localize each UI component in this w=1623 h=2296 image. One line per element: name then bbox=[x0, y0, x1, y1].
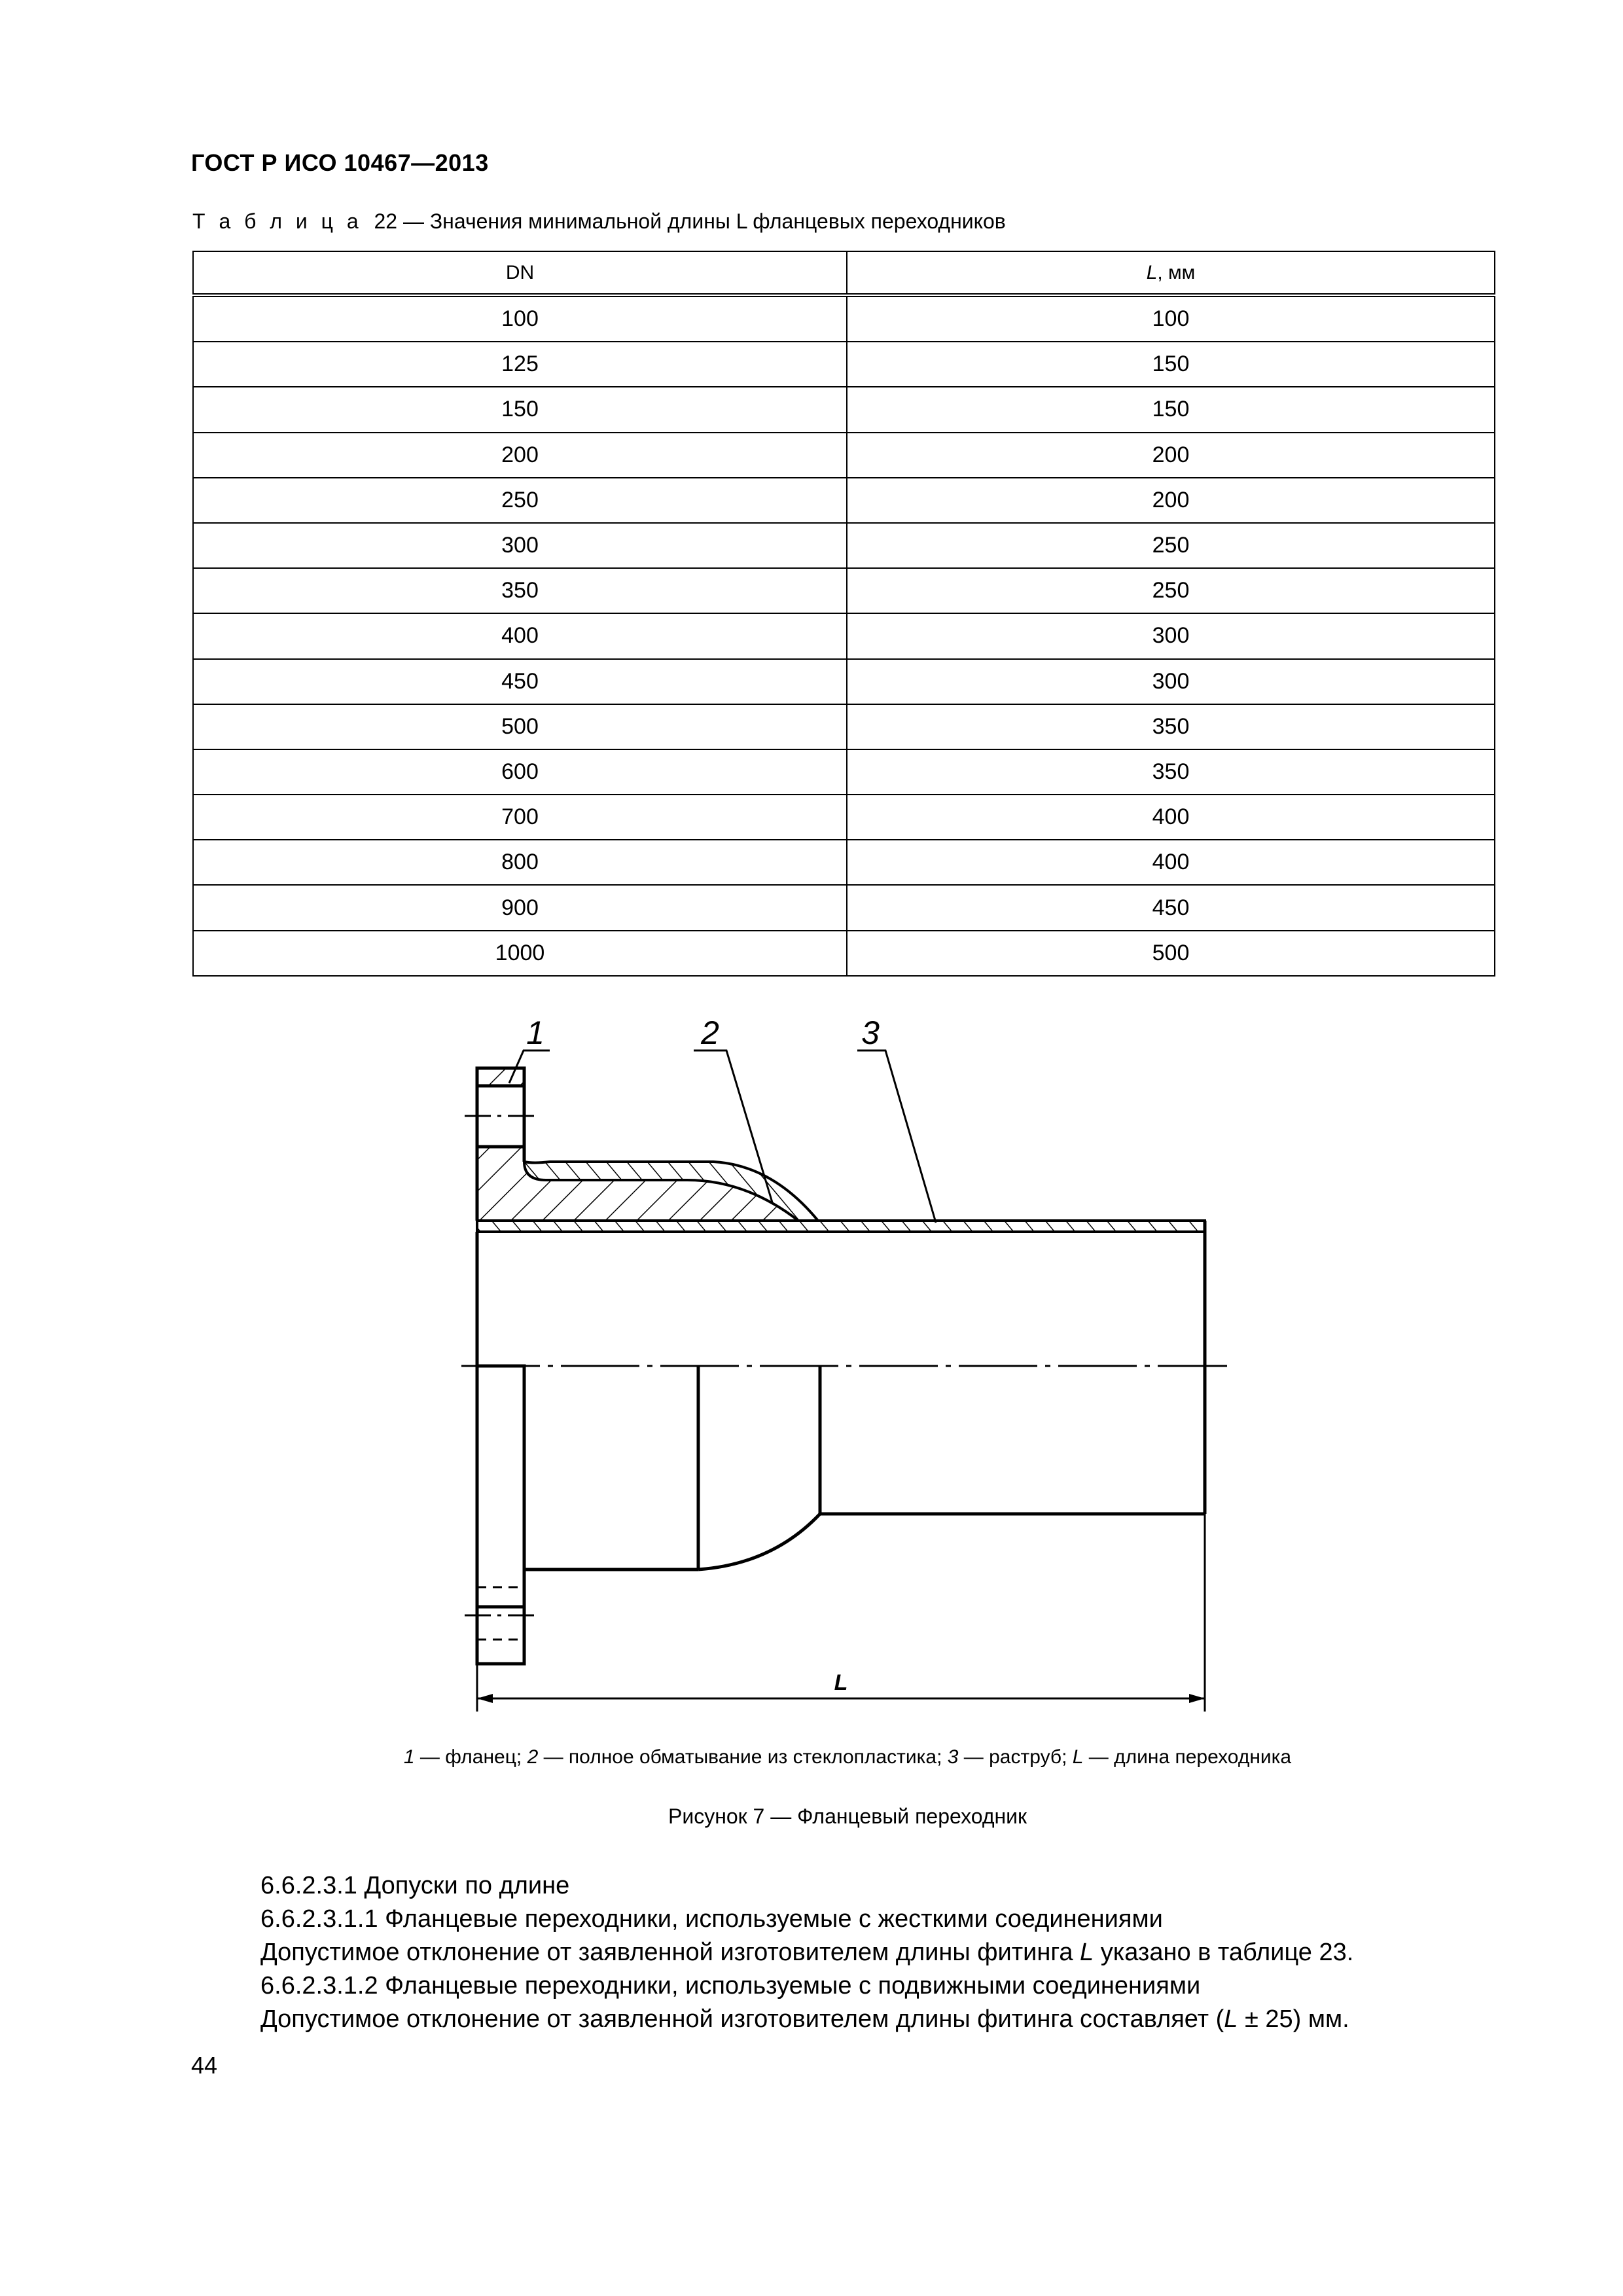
cell-dn: 125 bbox=[193, 342, 847, 387]
cell-l: 350 bbox=[847, 749, 1495, 795]
cell-l: 150 bbox=[847, 387, 1495, 432]
cell-l: 450 bbox=[847, 885, 1495, 930]
dimension-l-label: L bbox=[834, 1670, 848, 1695]
table-caption-text: 22 — Значения минимальной длины L фланцевых переходников bbox=[374, 209, 1006, 233]
tolerance-rigid-symbol: L bbox=[1080, 1939, 1094, 1966]
cell-dn: 200 bbox=[193, 433, 847, 478]
paragraph-6-6-2-3-1-1: 6.6.2.3.1.1 Фланцевые переходники, используемые с жесткими соединениями bbox=[260, 1905, 1163, 1933]
cell-dn: 500 bbox=[193, 704, 847, 749]
cell-l: 250 bbox=[847, 568, 1495, 613]
header-dn: DN bbox=[193, 251, 847, 295]
paragraph-tolerance-rigid bbox=[260, 1939, 1353, 1967]
cell-dn: 700 bbox=[193, 795, 847, 840]
cell-dn: 300 bbox=[193, 523, 847, 568]
cell-l: 400 bbox=[847, 840, 1495, 885]
cell-dn: 250 bbox=[193, 478, 847, 523]
legend-key-1: 1 bbox=[403, 1746, 415, 1768]
callout-2: 2 bbox=[701, 1014, 719, 1051]
cell-l: 200 bbox=[847, 478, 1495, 523]
cell-dn: 1000 bbox=[193, 931, 847, 976]
socket-wall-section bbox=[477, 1221, 1205, 1232]
cell-l: 300 bbox=[847, 659, 1495, 704]
tolerance-rigid-text-b: указано в таблице 23. bbox=[1094, 1939, 1354, 1966]
cell-l: 150 bbox=[847, 342, 1495, 387]
legend-text-1: — фланец; bbox=[414, 1746, 527, 1768]
cell-l: 100 bbox=[847, 295, 1495, 342]
legend-text-2: — полное обматывание из стеклопластика; bbox=[538, 1746, 948, 1768]
header-l-symbol: L bbox=[1146, 261, 1158, 283]
cell-dn: 100 bbox=[193, 295, 847, 342]
cell-l: 400 bbox=[847, 795, 1495, 840]
table-caption-prefix: Т а б л и ц а bbox=[192, 209, 363, 233]
paragraph-6-6-2-3-1-2: 6.6.2.3.1.2 Фланцевые переходники, используемые с подвижными соединениями bbox=[260, 1972, 1201, 2000]
callout-1: 1 bbox=[526, 1014, 544, 1051]
legend-text-4: — длина переходника bbox=[1083, 1746, 1292, 1768]
legend-key-2: 2 bbox=[527, 1746, 539, 1768]
tolerance-flexible-symbol: L bbox=[1224, 2005, 1238, 2033]
figure-legend bbox=[0, 1746, 1623, 1768]
tolerance-flexible-text-b: ± 25) мм. bbox=[1238, 2005, 1349, 2033]
tolerance-flexible-text-a: Допустимое отклонение от заявленной изготовителем длины фитинга составляет ( bbox=[260, 2005, 1224, 2033]
cell-l: 350 bbox=[847, 704, 1495, 749]
tolerance-rigid-text-a: Допустимое отклонение от заявленной изготовителем длины фитинга bbox=[260, 1939, 1080, 1966]
legend-key-4: L bbox=[1072, 1746, 1084, 1768]
cell-dn: 150 bbox=[193, 387, 847, 432]
paragraph-tolerance-flexible bbox=[260, 2005, 1349, 2034]
document-header: ГОСТ Р ИСО 10467—2013 bbox=[191, 149, 489, 176]
cell-dn: 900 bbox=[193, 885, 847, 930]
cell-l: 250 bbox=[847, 523, 1495, 568]
cell-l: 200 bbox=[847, 433, 1495, 478]
figure-caption: Рисунок 7 — Фланцевый переходник bbox=[668, 1804, 1027, 1828]
cell-dn: 350 bbox=[193, 568, 847, 613]
cell-dn: 450 bbox=[193, 659, 847, 704]
header-l-unit: , мм bbox=[1157, 261, 1196, 283]
cell-dn: 400 bbox=[193, 613, 847, 658]
page-number: 44 bbox=[191, 2052, 218, 2079]
cell-dn: 800 bbox=[193, 840, 847, 885]
legend-key-3: 3 bbox=[947, 1746, 959, 1768]
paragraph-6-6-2-3-1: 6.6.2.3.1 Допуски по длине bbox=[260, 1872, 570, 1899]
callout-3: 3 bbox=[861, 1014, 880, 1051]
cell-dn: 600 bbox=[193, 749, 847, 795]
legend-text-3: — раструб; bbox=[958, 1746, 1073, 1768]
cell-l: 500 bbox=[847, 931, 1495, 976]
cell-l: 300 bbox=[847, 613, 1495, 658]
